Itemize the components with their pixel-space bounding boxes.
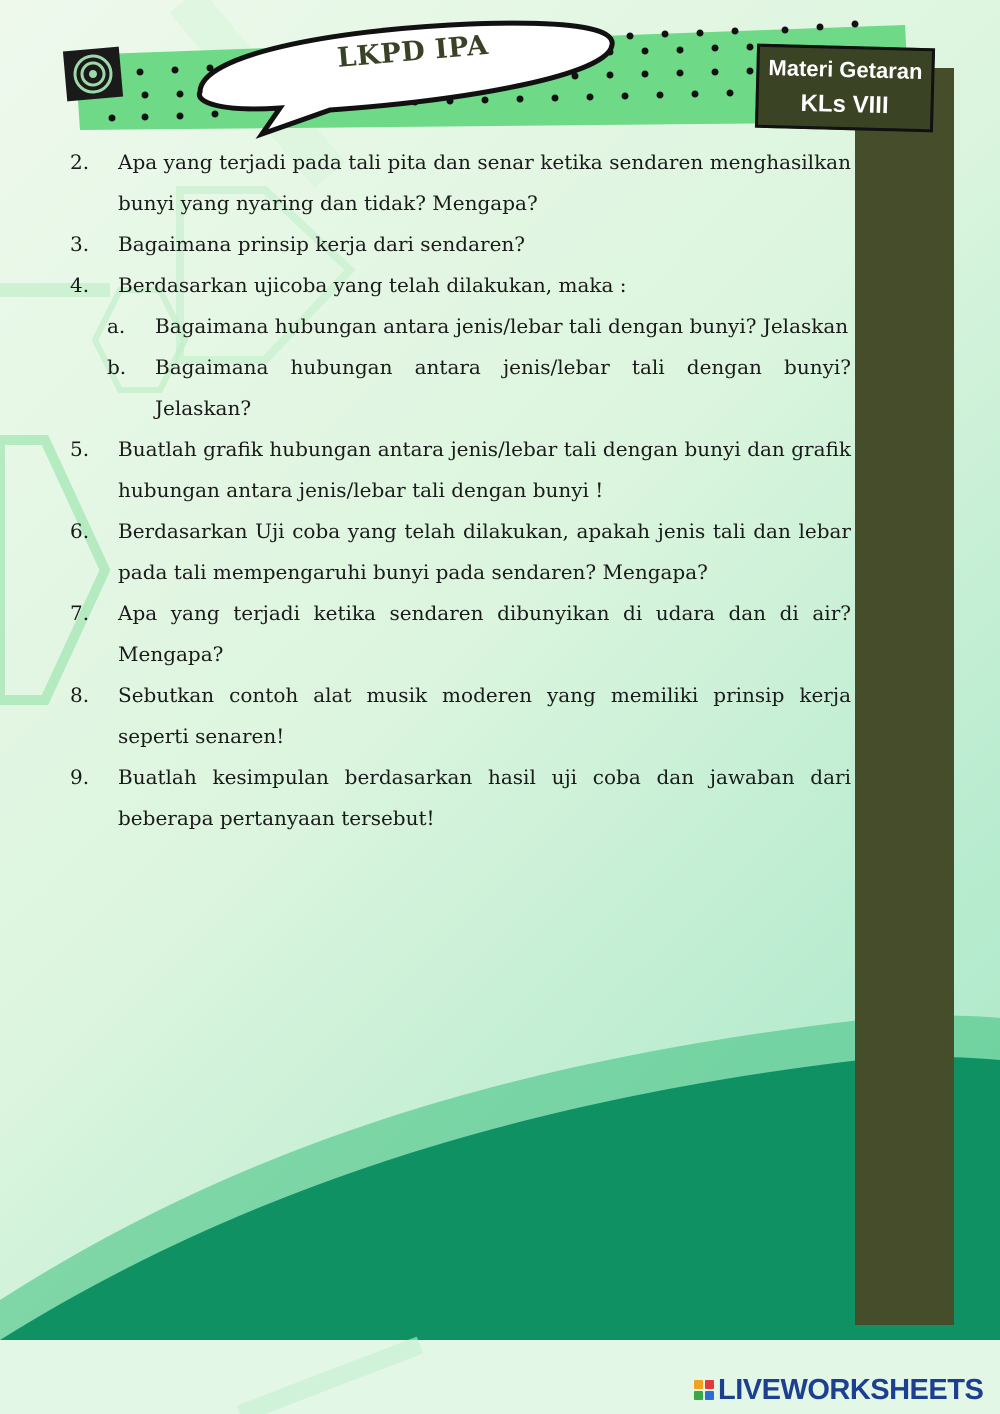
sub-question-item xyxy=(70,306,851,347)
question-number: 4. xyxy=(70,273,90,297)
subject-label: Materi Getaran xyxy=(768,54,923,85)
question-text: Bagaimana prinsip kerja dari sendaren? xyxy=(118,232,526,256)
question-item xyxy=(70,511,851,593)
question-item xyxy=(70,429,851,511)
question-item xyxy=(70,757,851,839)
question-number: 6. xyxy=(70,519,90,543)
question-text: Buatlah kesimpulan berdasarkan hasil uji coba dan jawaban dari beberapa pertanyaan tersebut! xyxy=(118,765,851,830)
question-text: Berdasarkan ujicoba yang telah dilakukan, maka : xyxy=(118,273,627,297)
question-list xyxy=(70,142,851,839)
page-title: LKPD IPA xyxy=(336,29,490,74)
question-text: Buatlah grafik hubungan antara jenis/lebar tali dengan bunyi dan grafik hubungan antara jenis/lebar tali dengan bunyi ! xyxy=(118,437,851,502)
sub-question-letter: b. xyxy=(107,355,127,379)
question-number: 3. xyxy=(70,232,90,256)
question-text: Apa yang terjadi pada tali pita dan senar ketika sendaren menghasilkan bunyi yang nyaring dan tidak? Mengapa? xyxy=(118,150,851,215)
question-text: Apa yang terjadi ketika sendaren dibunyikan di udara dan di air? Mengapa? xyxy=(118,601,851,666)
question-item xyxy=(70,224,851,265)
sub-question-text: Bagaimana hubungan antara jenis/lebar tali dengan bunyi? Jelaskan? xyxy=(155,355,851,420)
grade-label: KLs VIII xyxy=(800,89,889,120)
question-item xyxy=(70,142,851,224)
liveworksheets-icon xyxy=(694,1380,714,1400)
question-number: 5. xyxy=(70,437,90,461)
question-text: Berdasarkan Uji coba yang telah dilakukan, apakah jenis tali dan lebar pada tali mempengaruhi bunyi pada sendaren? Mengapa? xyxy=(118,519,851,584)
brand-name: LIVEWORKSHEETS xyxy=(718,1373,984,1406)
question-number: 7. xyxy=(70,601,90,625)
sub-question-item xyxy=(70,347,851,429)
right-sidebar-bar xyxy=(855,68,954,1325)
question-item xyxy=(70,675,851,757)
question-number: 2. xyxy=(70,150,90,174)
question-item xyxy=(70,593,851,675)
subject-badge xyxy=(755,44,935,133)
question-text: Sebutkan contoh alat musik moderen yang memiliki prinsip kerja seperti senaren! xyxy=(118,683,851,748)
question-item xyxy=(70,265,851,306)
question-number: 9. xyxy=(70,765,90,789)
liveworksheets-logo[interactable] xyxy=(694,1374,983,1406)
sub-question-text: Bagaimana hubungan antara jenis/lebar tali dengan bunyi? Jelaskan xyxy=(155,314,849,338)
sub-question-letter: a. xyxy=(107,314,126,338)
question-number: 8. xyxy=(70,683,90,707)
